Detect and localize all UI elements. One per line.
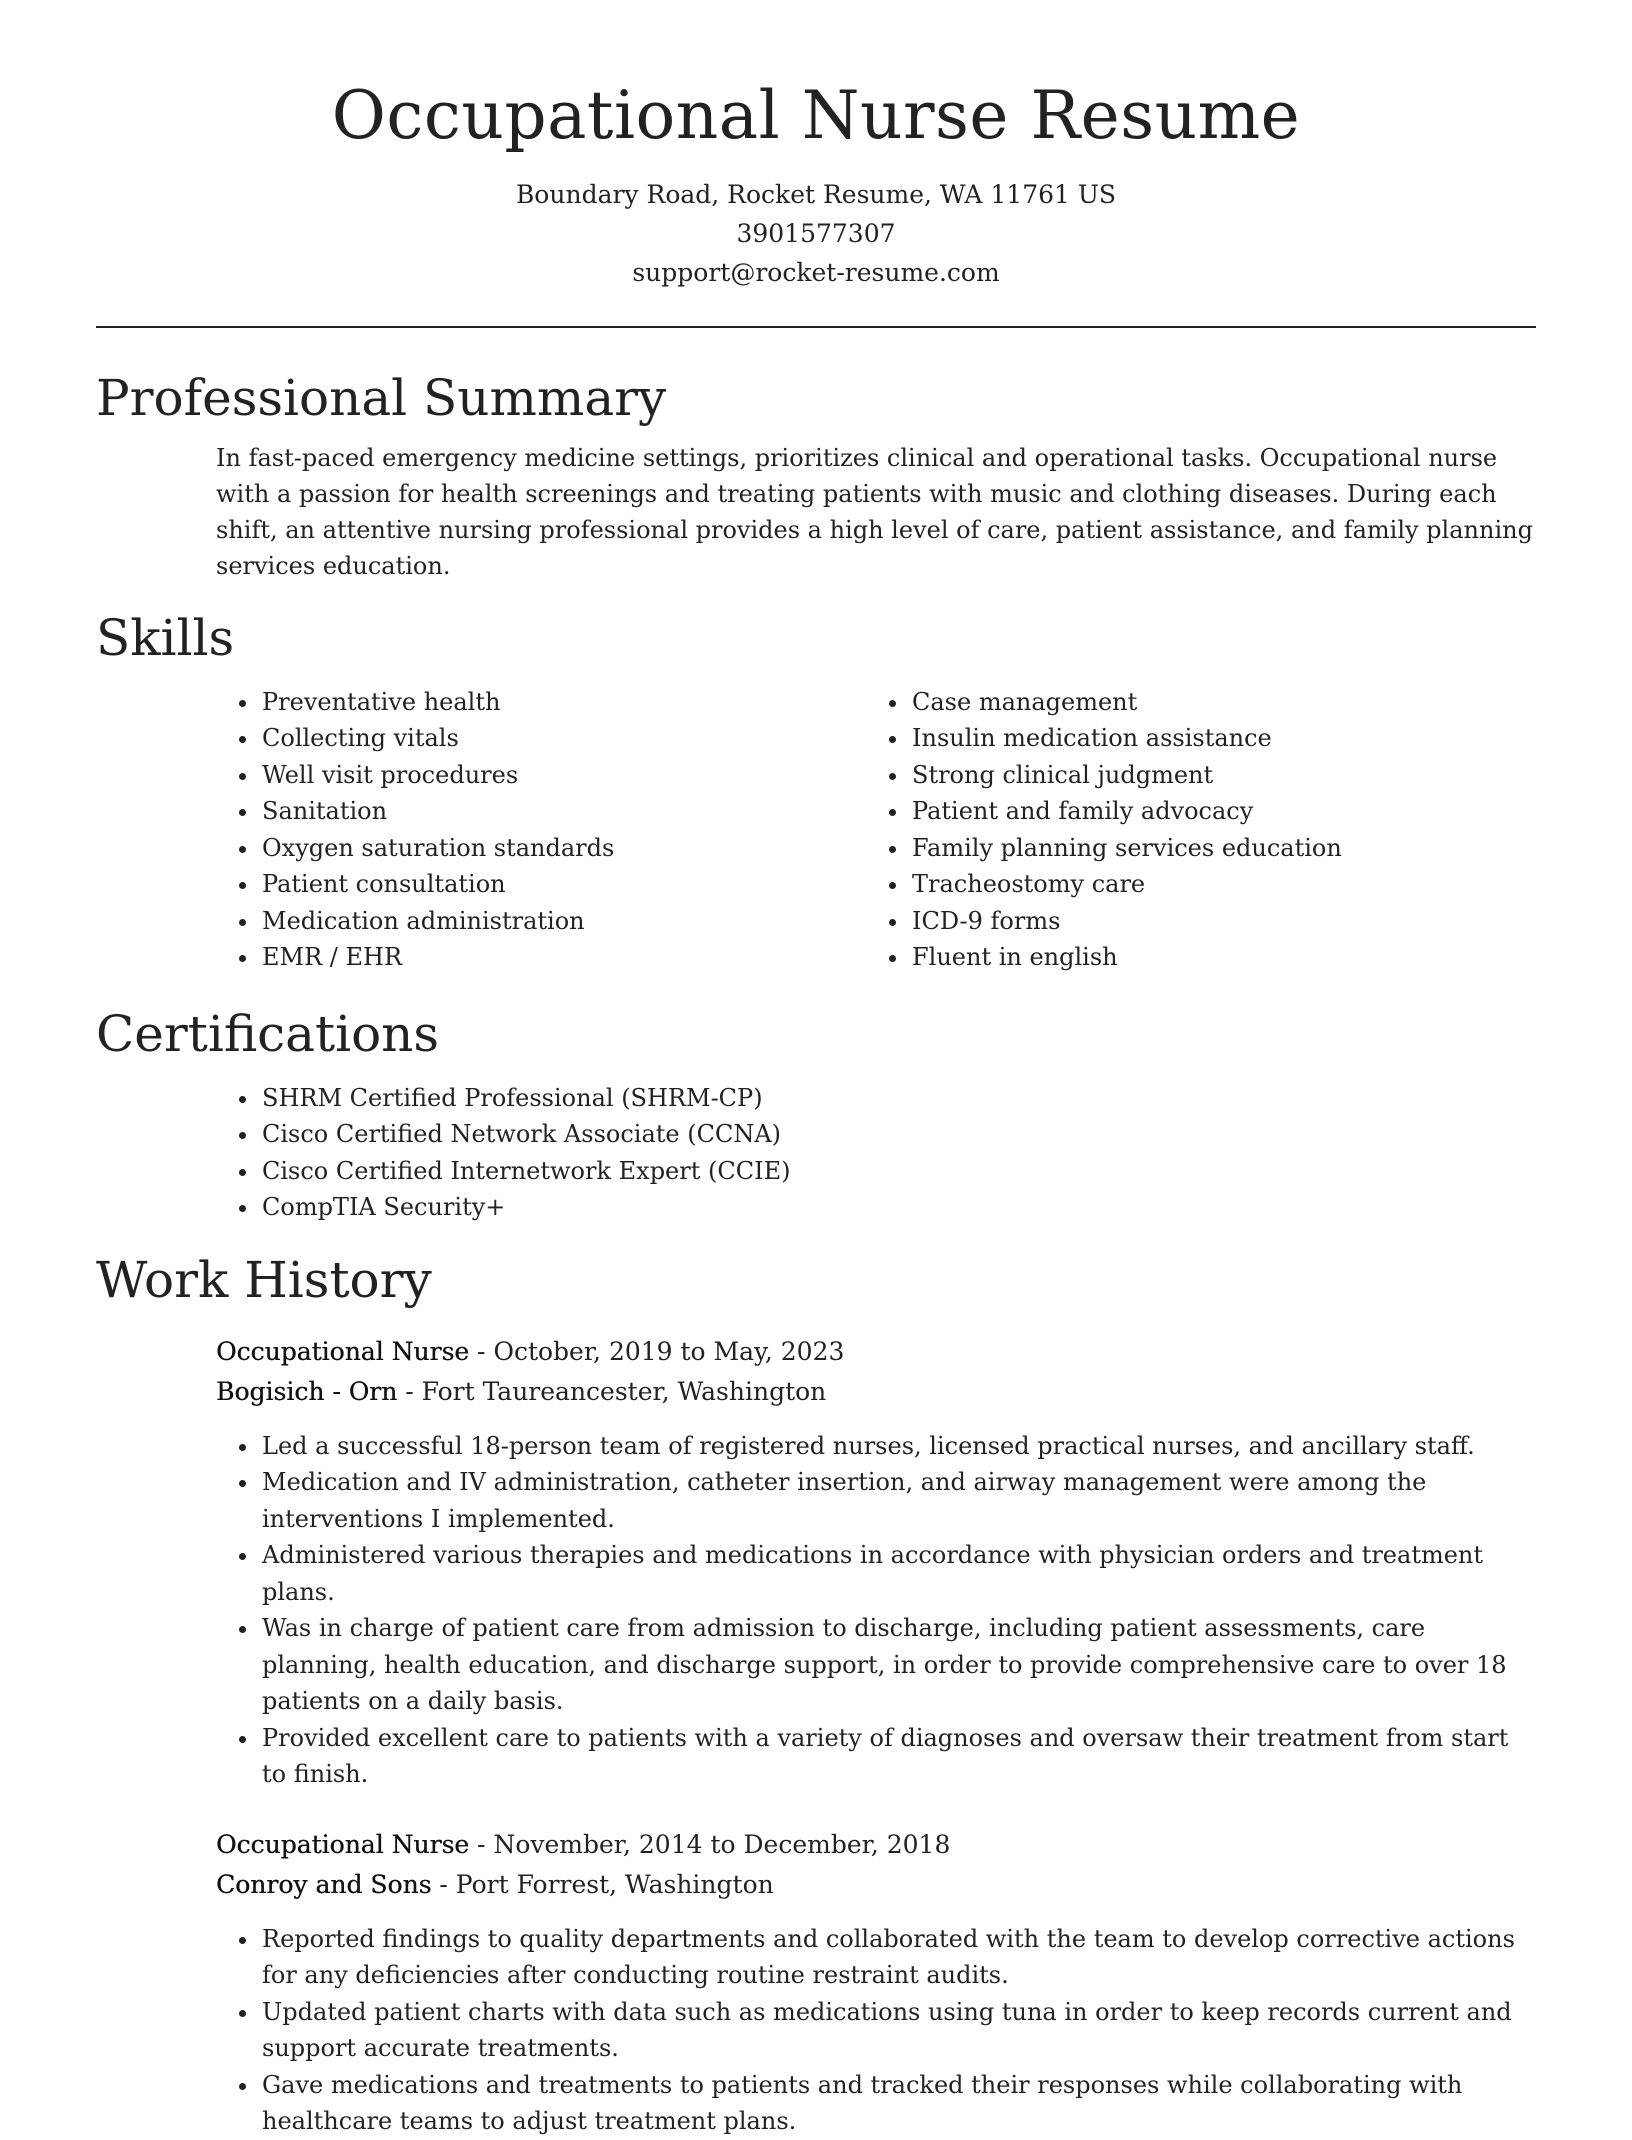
job-duty-item: • Provided excellent care to patients with a variety of diagnoses and oversaw their treatment from start to finish. bbox=[260, 1720, 1536, 1793]
section-title-work-history: Work History bbox=[96, 1250, 432, 1309]
job-role-line bbox=[216, 1332, 1536, 1372]
header-divider bbox=[96, 326, 1536, 328]
certification-item: • Cisco Certified Network Associate (CCNA) bbox=[260, 1116, 1536, 1153]
skill-item: • Patient consultation bbox=[260, 866, 866, 903]
job-duty-item: • Updated patient charts with data such as medications using tuna in order to keep records current and support accurate treatments. bbox=[260, 1994, 1536, 2067]
skill-item: • Oxygen saturation standards bbox=[260, 830, 866, 867]
resume-title: Occupational Nurse Resume bbox=[331, 77, 1301, 154]
job-dates: - October, 2019 to May, 2023 bbox=[469, 1336, 845, 1366]
job-duties-list bbox=[216, 1428, 1536, 1793]
skill-item: • ICD-9 forms bbox=[910, 903, 1516, 940]
job-duty-item: • Was in charge of patient care from admission to discharge, including patient assessments, care planning, health education, and discharge support, in order to provide comprehensive care to over 18 patients on a daily basis. bbox=[260, 1610, 1536, 1720]
job-duty-item: • Administered various therapies and medications in accordance with physician orders and treatment plans. bbox=[260, 1537, 1536, 1610]
skill-item: • Tracheostomy care bbox=[910, 866, 1516, 903]
contact-email: support@rocket-resume.com bbox=[632, 257, 1000, 287]
certifications-list bbox=[216, 1080, 1536, 1226]
skill-item: • EMR / EHR bbox=[260, 939, 866, 976]
certification-item: • Cisco Certified Internetwork Expert (CCIE) bbox=[260, 1153, 1536, 1190]
job-duty-item: • Gave medications and treatments to patients and tracked their responses while collaborating with healthcare teams to adjust treatment plans. bbox=[260, 2067, 1536, 2140]
job-dates: - November, 2014 to December, 2018 bbox=[469, 1829, 951, 1859]
job-role: Occupational Nurse bbox=[216, 1336, 470, 1366]
job-company-line bbox=[216, 1865, 1536, 1905]
skill-item: • Family planning services education bbox=[910, 830, 1516, 867]
job-company-line bbox=[216, 1372, 1536, 1412]
skills-column-left bbox=[216, 684, 866, 976]
job-duties-list bbox=[216, 1921, 1536, 2140]
contact-phone: 3901577307 bbox=[736, 218, 896, 248]
skills-column-right bbox=[866, 684, 1516, 976]
skill-item: • Strong clinical judgment bbox=[910, 757, 1516, 794]
work-history-section bbox=[96, 1250, 1536, 2140]
certification-item: • SHRM Certified Professional (SHRM-CP) bbox=[260, 1080, 1536, 1117]
job-duty-item: • Medication and IV administration, catheter insertion, and airway management were among the interventions I implemented. bbox=[260, 1464, 1536, 1537]
job-location: - Fort Taureancester, Washington bbox=[397, 1376, 827, 1406]
job-role-line bbox=[216, 1825, 1536, 1865]
skill-item: • Fluent in english bbox=[910, 939, 1516, 976]
job-duty-item: • Led a successful 18-person team of registered nurses, licensed practical nurses, and ancillary staff. bbox=[260, 1428, 1536, 1465]
summary-text: In fast-paced emergency medicine settings, prioritizes clinical and operational tasks. Occupational nurse with a passion for health screenings and treating patients with music and clothing diseases. During each shift, an attentive nursing professional provides a high level of care, patient assistance, and family planning services education. bbox=[216, 443, 1533, 580]
resume-header bbox=[96, 0, 1536, 292]
skill-item: • Well visit procedures bbox=[260, 757, 866, 794]
skill-item: • Medication administration bbox=[260, 903, 866, 940]
certifications-section bbox=[96, 1004, 1536, 1226]
job-entry bbox=[216, 1825, 1536, 2140]
job-location: - Port Forrest, Washington bbox=[431, 1869, 774, 1899]
skill-item: • Patient and family advocacy bbox=[910, 793, 1516, 830]
job-company: Bogisich - Orn bbox=[216, 1376, 398, 1406]
job-duty-item: • Reported findings to quality departments and collaborated with the team to develop corrective actions for any deficiencies after conducting routine restraint audits. bbox=[260, 1921, 1536, 1994]
job-role: Occupational Nurse bbox=[216, 1829, 470, 1859]
contact-address: Boundary Road, Rocket Resume, WA 11761 US bbox=[515, 179, 1117, 209]
job-entry bbox=[216, 1332, 1536, 1793]
skill-item: • Collecting vitals bbox=[260, 720, 866, 757]
skills-grid bbox=[216, 684, 1536, 976]
professional-summary-section bbox=[96, 368, 1536, 584]
certification-item: • CompTIA Security+ bbox=[260, 1189, 1536, 1226]
skill-item: • Preventative health bbox=[260, 684, 866, 721]
section-title-skills: Skills bbox=[96, 608, 235, 667]
skills-section bbox=[96, 608, 1536, 976]
skill-item: • Case management bbox=[910, 684, 1516, 721]
section-title-certifications: Certifications bbox=[96, 1004, 440, 1063]
job-company: Conroy and Sons bbox=[216, 1869, 432, 1899]
skill-item: • Sanitation bbox=[260, 793, 866, 830]
skill-item: • Insulin medication assistance bbox=[910, 720, 1516, 757]
section-title-summary: Professional Summary bbox=[96, 368, 667, 427]
